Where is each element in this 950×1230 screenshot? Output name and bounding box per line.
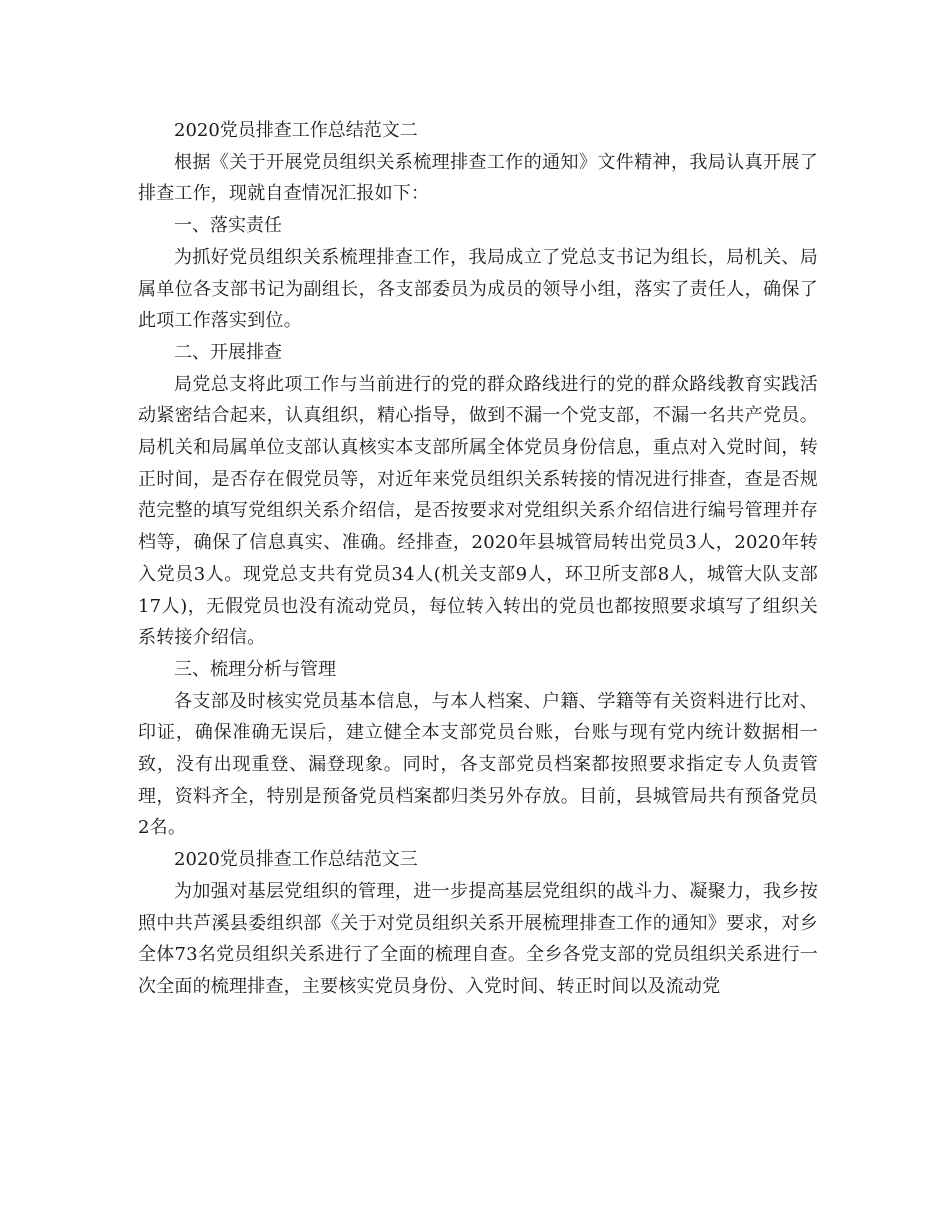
title-section-3: 2020党员排查工作总结范文三 [174,849,418,871]
heading-responsibility: 一、落实责任 [174,215,282,237]
title-section-2: 2020党员排查工作总结范文二 [174,120,418,141]
document-body [138,115,818,1003]
analysis-paragraph: 各支部及时核实党员基本信息，与本人档案、户籍、学籍等有关资料进行比对、印证，确保准确无误后，建立健全本支部党员台账，台账与现有党内统计数据相一致，没有出现重登、漏登现象。同时，各支部党员档案都按照要求指定专人负责管理，资料齐全，特别是预备党员档案都归类另外存放。目前，县城管局共有预备党员2名。 [138,690,818,839]
investigation-paragraph: 局党总支将此项工作与当前进行的党的群众路线进行的党的群众路线教育实践活动紧密结合起来，认真组织，精心指导，做到不漏一个党支部，不漏一名共产党员。局机关和局属单位支部认真核实本支部所属全体党员身份信息，重点对入党时间，转正时间，是否存在假党员等，对近年来党员组织关系转接的情况进行排查，查是否规范完整的填写党组织关系介绍信，是否按要求对党组织关系介绍信进行编号管理并存档等，确保了信息真实、准确。经排查，2020年县城管局转出党员3人，2020年转入党员3人。现党总支共有党员34人(机关支部9人，环卫所支部8人，城管大队支部17人)，无假党员也没有流动党员，每位转入转出的党员也都按照要求填写了组织关系转接介绍信。 [138,373,818,649]
heading-analysis: 三、梳理分析与管理 [174,658,336,680]
responsibility-paragraph: 为抓好党员组织关系梳理排查工作，我局成立了党总支书记为组长，局机关、局属单位各支部书记为副组长，各支部委员为成员的领导小组，落实了责任人，确保了此项工作落实到位。 [138,246,818,332]
intro-paragraph: 根据《关于开展党员组织关系梳理排查工作的通知》文件精神，我局认真开展了排查工作，现就自查情况汇报如下： [138,151,818,205]
heading-investigation: 二、开展排查 [174,341,282,363]
section-3-paragraph: 为加强对基层党组织的管理，进一步提高基层党组织的战斗力、凝聚力，我乡按照中共芦溪县委组织部《关于对党员组织关系开展梳理排查工作的通知》要求，对乡全体73名党员组织关系进行了全面的梳理自查。全乡各党支部的党员组织关系进行一次全面的梳理排查，主要核实党员身份、入党时间、转正时间以及流动党 [138,880,818,997]
